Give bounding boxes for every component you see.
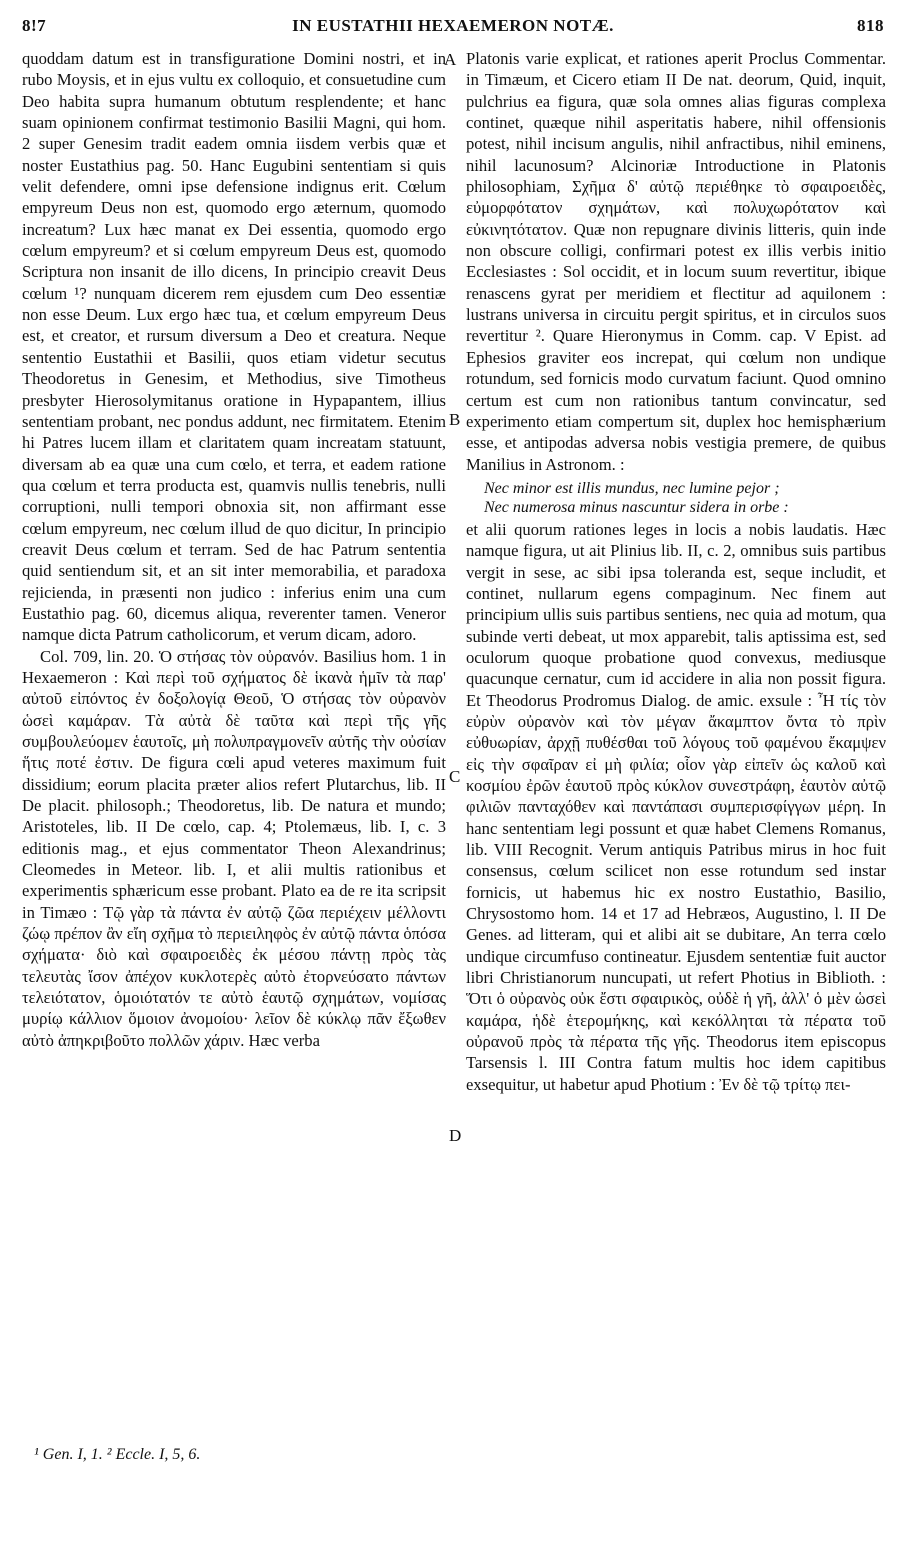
right-paragraph-2: et alii quorum rationes leges in locis a nobis laudatis. Hæc namque figura, ut ait Plinius lib. II, c. 2, omnibus suis partibus vergit in sese, ac sibi ipsa toleranda est, seque includit, et continet, nullarum egens compaginum. Nec finem aut principium ullis suis partibus sentiens, nec quia ad motum, qua subinde verti debeat, ut mox apparebit, talis aptissima est, sed oculorum quoque probatione quod convexus, mediusque quacunque cernatur, cum id accidere in alia non possit figura. Et Theodorus Prodromus Dialog. de amic. exsule : Ἦ τίς τὸν εὐρὺν οὐρανὸν καὶ τὸν μέγαν ἄκαμπτον ὄντα τὸ πρὶν εὐθυωρίαν, ἀρχῇ πυθέσθαι τοῦ λόγους τοῦ φαμένου ἔκαμψεν εἰς τὴν σφαῖραν εἰ μὴ φιλία; οἷον γὰρ εἰπεῖν ὡς καλοῦ καὶ κοσμίου ἐρῶν ἑαυτοῦ πρὸς κύκλον συνεστράφη, ἑαυτὸν αὐτῷ φιλιῶν πανταχόθεν καὶ παντάπασι συμπερισφίγγων μέρη. In hanc sententiam legi possunt et quæ habet Clemens Romanus, lib. VIII Recognit. Verum antiquis Patribus mirus in hoc fuit consensus, cœlum scilicet non esse rotundum sed instar fornicis, ut habemus hic ex nostro Eustathio, Basilio, Chrysostomo hom. 14 et 17 ad Hebræos, Augustino, l. II De Genes. ad litteram, qui et alibi ait se dubitare, An terra cœlo undique circumfuso contineatur. Ejusdem sententiæ fuit auctor libri Christianorum nuncupati, ut refert Photius in Biblioth. : Ὅτι ὁ οὐρανὸς οὐκ ἔστι σφαιρικὸς, οὐδὲ ἡ γῆ, ἀλλ' ὁ μὲν ὡσεὶ καμάρα, ἡδὲ ἑτερομήκης, καὶ κεκόλληται τὰ πέρατα τοῦ οὐρανοῦ πρὸς τὰ πέρατα τῆς γῆς. Theodorus item episcopus Tarsensis l. III Contra fatum multis hoc idem capitibus exsequitur, ut habetur apud Photium : Ἐν δὲ τῷ τρίτῳ πει- [466, 519, 886, 1094]
right-column [466, 48, 886, 1095]
verse-quotation [466, 479, 886, 517]
verse-line-1: Nec minor est illis mundus, nec lumine pejor ; [484, 479, 780, 497]
left-paragraph-2: Col. 709, lin. 20. Ὁ στήσας τὸν οὐρανόν. Basilius hom. 1 in Hexaemeron : Καὶ περὶ τοῦ σχήματος δὲ ἱκανὰ ἡμῖν τὰ παρ' αὐτοῦ εἰπόντος ἐν δοξολογίᾳ Θεοῦ, Ὁ στήσας τὸν οὐρανὸν ὡσεὶ καμάραν. Τὰ αὐτὰ δὲ ταῦτα καὶ περὶ τῆς γῆς συμβουλεύομεν ἑαυτοῖς, μὴ πολυπραγμονεῖν αὐτῆς τὴν οὐσίαν ἥτις ποτέ ἐστιν. De figura cœli apud veteres maximum fuit dissidium; eorum placita præter alios refert Plutarchus, lib. II De placit. philosoph.; Theodoretus, lib. De natura et mundo; Aristoteles, lib. II De cœlo, cap. 4; Ptolemæus, lib. I, c. 3 editionis mag., et ejus commentator Theon Alexandrinus; Cleomedes in Meteor. lib. I, et alii multis rationibus et experimentis sphæricum esse probant. Plato ea de re ita scripsit in Timæo : Τῷ γὰρ τὰ πάντα ἐν αὐτῷ ζῶα περιέχειν μέλλοντι ζώῳ πρέπον ἂν εἴη σχῆμα τὸ περιειληφὸς ἐν αὐτῷ πάντα ὁπόσα σχήματα· διὸ καὶ σφαιροειδὲς ἐκ μέσου πάντῃ πρὸς τὰς τελευτὰς ἴσον ἀπέχον κυκλοτερὲς αὐτὸ ἐτορνεύσατο πάντων τελειότατον, ὁμοιότατόν τε αὐτὸ ἑαυτῷ σχημάτων, νομίσας μυρίῳ κάλλιον ὅμοιον ἀνομοίου· λεῖον δὲ κύκλῳ πᾶν ἔξωθεν αὐτὸ ἀπηκριβοῦτο πολλῶν χάριν. Hæc verba [22, 646, 446, 1050]
page-header [22, 16, 884, 42]
margin-marker-b: B [449, 410, 461, 429]
left-column [22, 48, 446, 1051]
right-paragraph-1: Platonis varie explicat, et rationes aperit Proclus Commentar. in Timæum, et Cicero etiam II De nat. deorum, Quid, inquit, pulchrius ea figura, quæ sola omnes alias figuras complexa continet, quæque nihil asperitatis habere, nihil offensionis potest, nihil incisum angulis, nihil anfractibus, nihil eminens, nihil lacunosum? Alcinoriæ Introductione in Platonis philosophiam, Σχῆμα δ' αὐτῷ περιέθηκε τὸ σφαιροειδὲς, εὐμορφότατον σχημάτων, καὶ πολυχωρότατον καὶ εὐκινητότατον. Quæ non repugnare divinis litteris, quin inde non obscure colligi, confirmari potest ex illis verbis initio Ecclesiastes : Sol occidit, et in locum suum revertitur, ibique renascens gyrat per meridiem et flectitur ad aquilonem : lustrans universa in circuitu pergit spiritus, et in circulos suos revertitur ². Quare Hieronymus in Comm. cap. V Epist. ad Ephesios graviter eos increpat, qui cœlum non undique rotundum, sed fornicis modo curvatum faciunt. Quod omnino certum est cum non rationibus tantum convincatur, sed experimento etiam compertum sit, duplex hoc hemisphærium esse, et antipodas adversa nobis vestigia premere, de quibus Manilius in Astronom. : [466, 49, 886, 474]
page-number-right: 818 [857, 16, 884, 35]
running-title: IN EUSTATHII HEXAEMERON NOTÆ. [292, 16, 614, 35]
verse-line-2: Nec numerosa minus nascuntur sidera in orbe : [484, 498, 789, 516]
footnotes: ¹ Gen. I, 1. ² Eccle. I, 5, 6. [34, 1446, 201, 1463]
left-paragraph-1: quoddam datum est in transfiguratione Domini nostri, et in rubo Moysis, et in ejus vultu ex colloquio, et consuetudine cum Deo habita supra humanum obtutum resplendente; et hanc suam opinionem confirmat testimonio Basilii Magni, qui hom. 2 super Genesim tradit eadem omnia iisdem verbis quæ et noster Eustathius pag. 50. Hanc Eugubini sententiam si quis velit defendere, omni ipse defensione indignus erit. Cœlum empyreum Deus non est, quomodo ergo æternum, quomodo increatum? Lux hæc manat ex Dei essentia, quomodo ergo cœlum empyreum? et si cœlum empyreum Deus est, quomodo Scriptura non insanit de illo dicens, In principio creavit Deus cœlum ¹? nunquam dicerem rem ejusdem cum Deo essentiæ non esse Deum. Lux ergo hæc tua, et cœlum empyreum Deus est, et creator, et rursum diversum a Deo et creatura. Neque sententio Eustathii et Basilii, quos etiam videtur secutus Theodoretus in Genesim, et Methodius, sive Timotheus presbyter Hierosolymitanus oratione in Hypapantem, illius sententiam probant, nec pondus addunt, nec firmitatem. Etenim hi Patres lucem illam et claritatem quam increatam statuunt, diversam ab ea quæ una cum cœlo, et terra, et eadem ratione qua cœlum et terra producta est, quamvis nullis tenebris, nulli corruptioni, nulli tempori obnoxia sit, non affirmant esse cœlum empyreum, nec cœlum illud de quo dicitur, In principio creavit Deus cœlum et terram. Sed de hac Patrum sententia quid sentiendum sit, et an sit inter memorabilia, et paradoxa rejicienda, in præsenti non judico : inferius enim una cum Eustathio pag. 60, dicemus aliqua, reverenter tamen. Veneror namque dicta Patrum catholicorum, et verum dicam, adoro. [22, 49, 446, 645]
margin-marker-d: D [449, 1126, 462, 1145]
page-number-left: 8!7 [22, 16, 47, 35]
margin-marker-c: C [449, 767, 461, 786]
margin-marker-a: A [444, 50, 457, 69]
